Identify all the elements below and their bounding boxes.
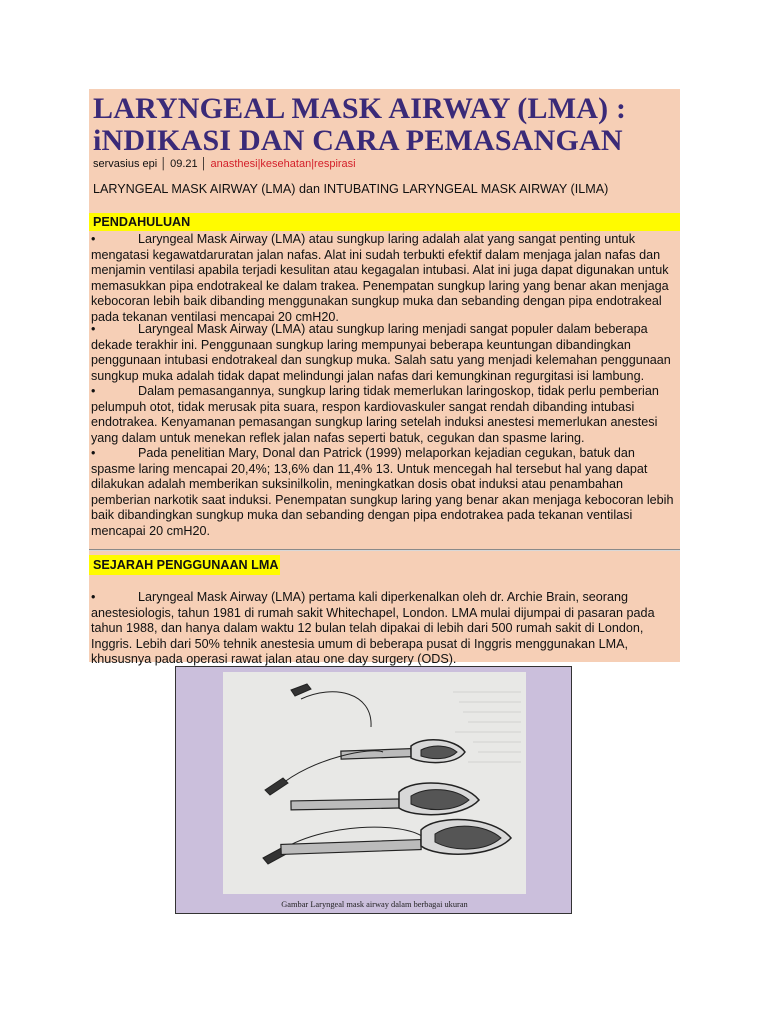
meta-separator: │ — [200, 158, 208, 170]
section-divider — [89, 549, 680, 551]
list-item — [91, 384, 675, 446]
figure-box — [175, 666, 572, 914]
paragraph-text: Laryngeal Mask Airway (LMA) pertama kali diperkenalkan oleh dr. Archie Brain, seorang anestesiologis, tahun 1981 di rumah sakit Whitechapel, London. LMA mulai dijumpai di pasaran pada tahun 1988, dan hanya dalam waktu 12 bulan telah dipakai di lebih dari 500 rumah sakit di London, Inggris. Lebih dari 50% tehnik anestesia umum di beberapa pusat di Inggris menggunakan LMA, khususnya pada operasi rawat jalan atau one day surgery (ODS). — [91, 590, 655, 666]
post-time: 09.21 — [170, 158, 198, 170]
list-item — [91, 446, 675, 539]
paragraph-text: Laryngeal Mask Airway (LMA) atau sungkup laring adalah alat yang sangat penting untuk mengatasi kegawatdaruratan jalan nafas. Alat ini sudah terbukti efektif dalam menjaga jalan nafas dan menjamin ventilasi apabila terjadi kesulitan atau kegagalan intubasi. Alat ini juga dapat digunakan untuk memasukkan pipa endotrakeal ke dalam trakea. Penempatan sungkup laring yang benar akan menjaga kebocoran lebih baik dibanding menggunakan sungkup muka dan sebanding dengan pipa endotrakeal pada tekanan ventilasi mencapai 20 cmH20. — [91, 232, 669, 324]
page-title: LARYNGEAL MASK AIRWAY (LMA) : iNDIKASI DAN CARA PEMASANGAN — [93, 92, 627, 157]
category-links[interactable]: anasthesi|kesehatan|respirasi — [210, 158, 356, 170]
section-heading-sejarah — [89, 555, 280, 575]
bullet-icon: • — [91, 322, 96, 336]
bullet-icon: • — [91, 232, 96, 246]
bullet-icon: • — [91, 446, 96, 460]
paragraph-text: Dalam pemasangannya, sungkup laring tidak memerlukan laringoskop, tidak perlu pemberian pelumpuh otot, tidak merusak pita suara, respon kardiovaskuler sangat rendah dibanding intubasi endotrakea. Kenyamanan pemasangan sungkup laring setelah induksi anestesi memerlukan anestesi yang dalam untuk menekan reflek jalan nafas seperti batuk, cegukan dan spasme laring. — [91, 384, 659, 445]
section-heading-label: PENDAHULUAN — [93, 215, 191, 229]
list-item — [91, 322, 675, 384]
paragraph-text: Pada penelitian Mary, Donal dan Patrick (1999) melaporkan kejadian cegukan, batuk dan spasme laring mencapai 20,4%; 13,6% dan 11,4% 13. Untuk mencegah hal tersebut hal yang dapat dilakukan adalah memberikan suksinilkolin, meningkatkan dosis obat induksi atau penambahan pemberian narkotik saat induksi. Penempatan sungkup laring yang benar akan menjaga kebocoran lebih baik dibandingkan sungkup muka dan sebanding dengan pipa endotrakea pada tekanan ventilasi mencapai 20 cmH20. — [91, 446, 674, 538]
author-link[interactable]: servasius epi — [93, 158, 158, 170]
post-meta — [93, 157, 356, 171]
meta-separator: │ — [160, 158, 168, 170]
section-heading-pendahuluan — [89, 213, 680, 231]
paragraph-text: Laryngeal Mask Airway (LMA) atau sungkup laring menjadi sangat populer dalam beberapa dekade terakhir ini. Penggunaan sungkup laring mempunyai beberapa keuntungan dibandingkan penggunaan intubasi endotrakeal dan sungkup muka. Salah satu yang menjadi kelemahan penggunaan sungkup muka adalah tidak dapat melindungi jalan nafas dari kemungkinan regurgitasi isi lambung. — [91, 322, 671, 383]
figure-caption: Gambar Laryngeal mask airway dalam berbagai ukuran — [281, 900, 468, 909]
list-item — [91, 590, 675, 668]
bullet-icon: • — [91, 384, 96, 398]
article-subtitle: LARYNGEAL MASK AIRWAY (LMA) dan INTUBATING LARYNGEAL MASK AIRWAY (ILMA) — [93, 182, 609, 196]
list-item — [91, 232, 675, 325]
lma-device-photo — [223, 672, 526, 894]
bullet-icon: • — [91, 590, 96, 604]
section-heading-label: SEJARAH PENGGUNAAN LMA — [93, 558, 279, 572]
